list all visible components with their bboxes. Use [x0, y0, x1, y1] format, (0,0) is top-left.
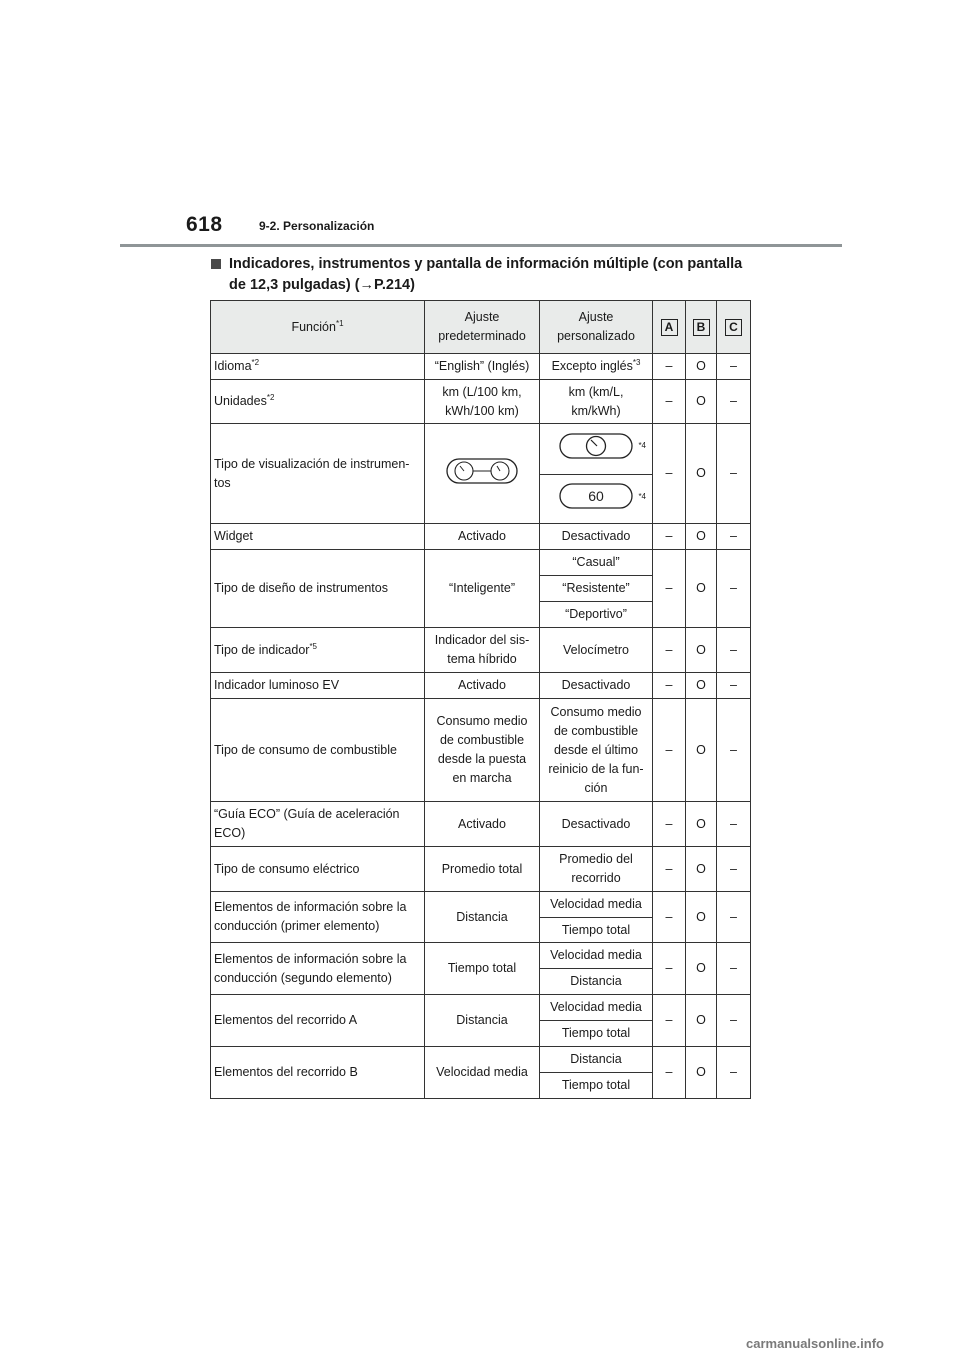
- dual-meter-display: [425, 424, 540, 524]
- analog-gauge-option: *4: [540, 424, 653, 475]
- header-col-a: A: [653, 301, 686, 354]
- digital-speedometer-icon: [559, 483, 633, 509]
- page-reference-link[interactable]: P.214): [374, 277, 415, 293]
- table-row: Unidades$^{*2}$ km (L/100 km, kWh/100 km) km (km/L, km/kWh) – O –: [211, 380, 751, 424]
- dual-meter-icon: [446, 458, 518, 484]
- digital-gauge-option: 60 *4: [540, 475, 653, 524]
- header-default: Ajuste predeterminado: [425, 301, 540, 354]
- table-row: Elementos de información sobre la conducción (segundo elemento) Tiempo total Velocidad media – O –: [211, 943, 751, 969]
- table-row: Tipo de consumo eléctrico Promedio total Promedio del recorrido – O –: [211, 847, 751, 892]
- header-col-b: B: [686, 301, 717, 354]
- table-row: Tiempo total: [211, 1021, 751, 1047]
- page-number: 618: [186, 213, 223, 236]
- digital-speed-value: 60: [588, 488, 604, 504]
- footer-watermark: carmanualsonline.info: [746, 1336, 884, 1351]
- square-bullet-icon: [211, 259, 221, 269]
- arrow-right-icon: →: [359, 277, 375, 293]
- table-row: “Guía ECO” (Guía de aceleración ECO) Activado Desactivado – O –: [211, 802, 751, 847]
- table-row: Distancia: [211, 969, 751, 995]
- header-function: Función$^{*1}$: [211, 301, 425, 354]
- settings-table: [210, 300, 751, 1099]
- header-divider: [120, 244, 842, 247]
- table-row: Tipo de consumo de combustible Consumo medio de combustible desde la puesta en marcha Consumo medio de combustible desde el último reinicio de la fun- ción – O –: [211, 699, 751, 802]
- section-heading: [211, 254, 771, 296]
- table-row: Tipo de indicador$^{*5}$ Indicador del sis- tema híbrido Velocímetro – O –: [211, 628, 751, 673]
- table-row: Widget Activado Desactivado – O –: [211, 524, 751, 550]
- table-row: Tipo de visualización de instrumen- tos *4 – O –: [211, 424, 751, 475]
- header-custom: Ajuste personalizado: [540, 301, 653, 354]
- table-row: Elementos de información sobre la conducción (primer elemento) Distancia Velocidad media – O –: [211, 892, 751, 918]
- table-row: “Resistente”: [211, 576, 751, 602]
- table-row: Elementos del recorrido B Velocidad media Distancia – O –: [211, 1047, 751, 1073]
- table-header-row: [211, 301, 751, 354]
- table-row: Tiempo total: [211, 918, 751, 943]
- heading-line-1: Indicadores, instrumentos y pantalla de información múltiple (con pantalla: [229, 256, 743, 272]
- table-row: Idioma$^{*2}$ “English” (Inglés) Excepto inglés$^{*3}$ – O –: [211, 354, 751, 380]
- table-row: “Deportivo”: [211, 602, 751, 628]
- table-row: Tipo de diseño de instrumentos “Inteligente” “Casual” – O –: [211, 550, 751, 576]
- section-label: 9-2. Personalización: [259, 219, 375, 233]
- table-row: Tiempo total: [211, 1073, 751, 1099]
- heading-line-2: de 12,3 pulgadas) (: [229, 277, 360, 293]
- header-col-c: C: [717, 301, 751, 354]
- table-row: Elementos del recorrido A Distancia Velocidad media – O –: [211, 995, 751, 1021]
- analog-speedometer-icon: [559, 433, 633, 459]
- table-row: Indicador luminoso EV Activado Desactivado – O –: [211, 673, 751, 699]
